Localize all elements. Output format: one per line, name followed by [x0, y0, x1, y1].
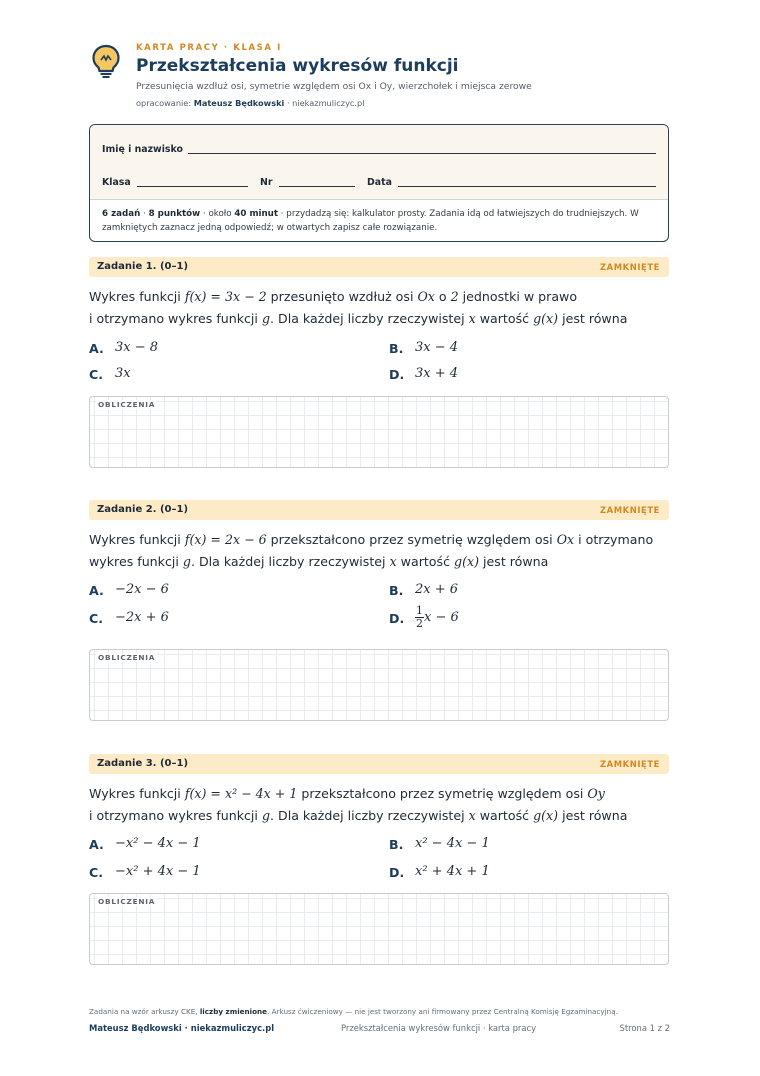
page-header — [90, 40, 680, 120]
number-field[interactable] — [279, 186, 355, 187]
author-line — [136, 98, 365, 108]
task-1-question: Wykres funkcji f(x) = 3x − 2 przesunięto wzdłuż osi Ox o 2 jednostki w prawo i otrzymano wykres funkcji g. Dla każdej liczby rzeczywistej x wartość g(x) jest równa — [89, 289, 628, 326]
author-prefix: opracowanie: — [136, 98, 192, 108]
page-title: Przekształcenia wykresów funkcji — [136, 56, 459, 76]
footer-disclaimer: Zadania na wzór arkuszy CKE, liczby zmienione. Arkusz ćwiczeniowy — nie jest tworzony ani firmowany przez Centralną Komisję Egzaminacyjną. — [89, 1007, 618, 1016]
author-name: Mateusz Będkowski — [193, 98, 285, 108]
student-fields — [90, 125, 668, 200]
class-field[interactable] — [137, 186, 248, 187]
task-1-type-tag: ZAMKNIĘTE — [599, 262, 660, 272]
task-3-title: Zadanie 3. (0–1) — [97, 758, 189, 769]
calculation-label: OBLICZENIA — [98, 653, 156, 662]
task-2-type-tag: ZAMKNIĘTE — [599, 505, 660, 515]
page-number: Strona 1 z 2 — [619, 1023, 670, 1033]
task-3-type-tag: ZAMKNIĘTE — [599, 759, 660, 769]
lightbulb-icon — [90, 43, 122, 79]
task-1-header — [89, 257, 669, 277]
task-3-question: Wykres funkcji f(x) = x² − 4x + 1 przekształcono przez symetrię względem osi Oy i otrzymano wykres funkcji g. Dla każdej liczby rzeczywistej x wartość g(x) jest równa — [89, 786, 628, 823]
calculation-label: OBLICZENIA — [98, 400, 156, 409]
worksheet-eyebrow: KARTA PRACY · KLASA I — [136, 43, 282, 53]
task-3-calculation-area[interactable] — [89, 893, 669, 965]
name-field[interactable] — [188, 153, 656, 154]
number-label: Nr — [260, 177, 273, 188]
student-info-box — [89, 124, 669, 242]
task-2-question: Wykres funkcji f(x) = 2x − 6 przekształcono przez symetrię względem osi Ox i otrzymano wykres funkcji g. Dla każdej liczby rzeczywistej x wartość g(x) jest równa — [89, 532, 654, 569]
fraction-one-half: $\frac{1}{2}$ — [416, 604, 423, 630]
task-2-header — [89, 500, 669, 520]
class-label: Klasa — [102, 177, 131, 188]
task-2-calculation-area[interactable] — [89, 649, 669, 721]
worksheet-summary: 6 zadań · 8 punktów · około 40 minut · przydadzą się: kalkulator prosty. Zadania idą od łatwiejszych do trudniejszych. W zamkniętych zaznacz jedną odpowiedź; w otwartych zapisz całe rozwiązanie. — [102, 209, 639, 234]
task-1-calculation-area[interactable] — [89, 396, 669, 468]
calculation-label: OBLICZENIA — [98, 897, 156, 906]
date-field[interactable] — [398, 186, 656, 187]
task-3-header — [89, 754, 669, 774]
task-2-title: Zadanie 2. (0–1) — [97, 504, 189, 515]
footer-doc-title: Przekształcenia wykresów funkcji · karta pracy — [341, 1023, 537, 1033]
author-site: · niekazmuliczyc.pl — [286, 98, 365, 108]
page-subtitle: Przesunięcia wzdłuż osi, symetrie względem osi Ox i Oy, wierzchołek i miejsca zerowe — [136, 81, 532, 92]
date-label: Data — [367, 177, 392, 188]
name-label: Imię i nazwisko — [102, 144, 183, 155]
footer-author: Mateusz Będkowski · niekazmuliczyc.pl — [89, 1023, 275, 1033]
task-1-title: Zadanie 1. (0–1) — [97, 261, 189, 272]
